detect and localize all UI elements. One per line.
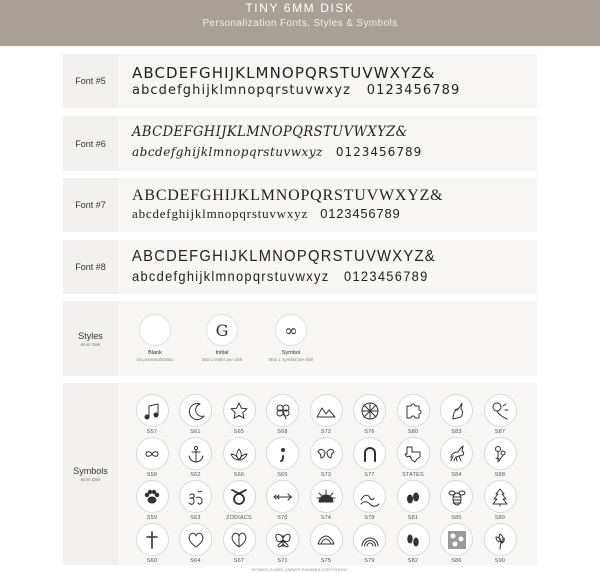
texas-state-icon bbox=[397, 437, 430, 470]
horseshoe-icon bbox=[353, 437, 386, 470]
styles-label bbox=[63, 301, 118, 376]
font-panel-7 bbox=[63, 178, 537, 232]
styles-sublabel: 6mm Disk bbox=[80, 341, 101, 347]
symbol-code: S73 bbox=[320, 472, 332, 478]
symbol-option[interactable] bbox=[396, 394, 430, 435]
symbol-code: S58 bbox=[146, 472, 158, 478]
symbol-code: S72 bbox=[320, 429, 332, 435]
symbols-panel bbox=[63, 383, 537, 565]
font-sample bbox=[118, 178, 537, 232]
symbol-option[interactable] bbox=[179, 480, 213, 521]
symbol-option[interactable] bbox=[309, 480, 343, 521]
font-panel-8 bbox=[63, 240, 537, 294]
style-desc: Max 1 letter per disk bbox=[201, 357, 243, 362]
font-sample-lowercase bbox=[132, 83, 460, 98]
symbol-option[interactable] bbox=[440, 523, 474, 564]
blank-disk bbox=[139, 314, 171, 346]
symbol-code: S86 bbox=[451, 558, 462, 564]
font-sample-digits: 0123456789 bbox=[366, 83, 461, 98]
symbol-code: S60 bbox=[146, 558, 158, 564]
symbols-title: Symbols bbox=[73, 466, 108, 476]
font-sample-lowercase-letters: abcdefghijklmnopqrstuvwxyz bbox=[132, 206, 309, 221]
page-header bbox=[0, 0, 600, 46]
symbol-code: S69 bbox=[277, 472, 288, 478]
lily-icon bbox=[484, 523, 517, 556]
symbol-code: S79 bbox=[364, 558, 375, 564]
symbol-option[interactable] bbox=[483, 437, 517, 478]
font-sample bbox=[118, 116, 537, 171]
dandelion-seeds-icon bbox=[484, 394, 517, 427]
symbol-code: S88 bbox=[494, 472, 506, 478]
style-desc: Max 1 symbol per disk bbox=[268, 357, 314, 362]
symbol-option[interactable] bbox=[266, 480, 300, 521]
rainbow-icon bbox=[353, 523, 386, 556]
symbol-option[interactable] bbox=[353, 480, 387, 521]
style-name: Blank bbox=[148, 350, 162, 356]
style-desc: No personalization bbox=[136, 357, 174, 362]
page-subtitle: Personalization Fonts, Styles & Symbols bbox=[202, 18, 398, 29]
symbol-option[interactable] bbox=[135, 394, 169, 435]
symbol-code: S89 bbox=[494, 515, 506, 521]
mountains-icon bbox=[310, 394, 343, 427]
symbol-code: S82 bbox=[407, 558, 419, 564]
baby-feet-icon bbox=[397, 480, 430, 513]
font-sample-uppercase: ABCDEFGHIJKLMNOPQRSTUVWXYZ& bbox=[132, 124, 408, 140]
font-sample-lowercase-letters: abcdefghijklmnopqrstuvwxyz bbox=[132, 83, 351, 98]
lotus-icon bbox=[223, 437, 256, 470]
star-icon bbox=[223, 394, 256, 427]
font-sample-uppercase: ABCDEFGHIJKLMNOPQRSTUVWXYZ& bbox=[132, 64, 436, 82]
wave-icon bbox=[353, 480, 386, 513]
symbol-option[interactable] bbox=[353, 523, 387, 564]
font-sample-uppercase: ABCDEFGHIJKLMNOPQRSTUVWXYZ& bbox=[132, 187, 444, 204]
font-panel-5 bbox=[63, 54, 537, 108]
sunrise-icon bbox=[310, 480, 343, 513]
style-name: Initial bbox=[215, 350, 229, 356]
unicorn-icon bbox=[440, 437, 473, 470]
font-label: Font #8 bbox=[75, 262, 106, 272]
symbol-code: S75 bbox=[320, 558, 332, 564]
infinity-icon bbox=[136, 437, 169, 470]
symbol-code: S87 bbox=[494, 429, 506, 435]
font-sample-lowercase-letters: abcdefghijklmnopqrstuvwxyz bbox=[132, 145, 323, 159]
feather-heart-icon bbox=[223, 523, 256, 556]
font-label: Font #6 bbox=[75, 138, 106, 149]
om-icon bbox=[179, 480, 212, 513]
symbol-code: S59 bbox=[146, 515, 158, 521]
styles-options bbox=[118, 301, 537, 376]
font-label: Font #5 bbox=[75, 76, 106, 86]
font-panel-6 bbox=[63, 116, 537, 171]
symbol-option[interactable] bbox=[483, 523, 517, 564]
taurus-icon bbox=[223, 480, 256, 513]
symbol-code: S70 bbox=[277, 515, 288, 521]
font-sample-lowercase-letters: abcdefghijklmnopqrstuvwxyz bbox=[132, 268, 330, 284]
style-name: Symbol bbox=[281, 350, 301, 356]
symbol-code: S63 bbox=[190, 515, 201, 521]
symbol-option[interactable] bbox=[353, 394, 387, 435]
symbol-code: S65 bbox=[233, 429, 245, 435]
symbol-code: S74 bbox=[320, 515, 332, 521]
crescent-moon-icon bbox=[179, 394, 212, 427]
symbol-code: S78 bbox=[364, 515, 375, 521]
symbol-code: S80 bbox=[407, 429, 419, 435]
font-sample-lowercase bbox=[132, 206, 401, 222]
symbol-option[interactable] bbox=[483, 394, 517, 435]
music-note-icon bbox=[136, 394, 169, 427]
symbol-option[interactable] bbox=[266, 523, 300, 564]
puzzle-piece-icon bbox=[397, 394, 430, 427]
symbol-option[interactable] bbox=[309, 437, 343, 478]
symbol-option[interactable] bbox=[222, 480, 256, 521]
font-sample-digits: 0123456789 bbox=[320, 206, 401, 221]
symbol-code: S61 bbox=[190, 429, 201, 435]
four-leaf-clover-icon bbox=[266, 394, 299, 427]
lotus-leaf-icon bbox=[310, 523, 343, 556]
semicolon-icon bbox=[266, 437, 299, 470]
footprints-icon bbox=[397, 523, 430, 556]
symbol-code: S62 bbox=[190, 472, 201, 478]
page-title: TINY 6MM DISK bbox=[245, 1, 355, 15]
anchor-icon bbox=[179, 437, 212, 470]
symbol-option[interactable] bbox=[396, 480, 430, 521]
font-sample-uppercase: ABCDEFGHIJKLMNOPQRSTUVWXYZ& bbox=[132, 248, 436, 265]
font-sample-digits: 0123456789 bbox=[335, 145, 423, 159]
font-sample-lowercase bbox=[132, 145, 422, 159]
symbol-code: S76 bbox=[364, 429, 375, 435]
floral-pattern-icon bbox=[440, 523, 473, 556]
symbol-code: ZODIACS bbox=[226, 515, 252, 521]
symbol-code: S64 bbox=[190, 558, 201, 564]
symbol-option[interactable] bbox=[135, 437, 169, 478]
font-sample bbox=[118, 54, 537, 108]
symbol-code: S71 bbox=[277, 558, 288, 564]
symbol-option[interactable] bbox=[179, 437, 213, 478]
symbol-code: S66 bbox=[233, 472, 245, 478]
copyright-notice: SYMBOLS ARE UNDER RAHMEA COPYRIGHT bbox=[251, 567, 349, 572]
symbol-option[interactable] bbox=[179, 523, 213, 564]
symbol-option[interactable] bbox=[309, 523, 343, 564]
symbol-option[interactable] bbox=[135, 523, 169, 564]
infinity-icon: ∞ bbox=[275, 314, 307, 346]
symbol-code: S85 bbox=[451, 515, 462, 521]
symbol-code: S90 bbox=[494, 558, 506, 564]
heart-icon bbox=[179, 523, 212, 556]
symbol-code: S83 bbox=[451, 429, 462, 435]
symbol-code: S67 bbox=[233, 558, 245, 564]
symbol-option[interactable] bbox=[135, 480, 169, 521]
symbol-code: S68 bbox=[277, 429, 288, 435]
symbol-option[interactable] bbox=[440, 437, 474, 478]
font-sample-digits: 0123456789 bbox=[344, 268, 429, 284]
font-sample-lowercase bbox=[132, 268, 429, 284]
font-sample bbox=[118, 240, 537, 294]
cross-icon bbox=[136, 523, 169, 556]
symbol-code: S77 bbox=[364, 472, 375, 478]
symbol-code: S84 bbox=[451, 472, 462, 478]
symbol-option[interactable] bbox=[440, 480, 474, 521]
symbol-option[interactable] bbox=[266, 437, 300, 478]
symbol-code: STATES bbox=[402, 472, 424, 478]
wings-icon bbox=[310, 437, 343, 470]
style-option-initial[interactable] bbox=[192, 314, 252, 362]
symbol-option[interactable] bbox=[396, 437, 430, 478]
font-label: Font #7 bbox=[75, 200, 106, 210]
symbol-option[interactable] bbox=[222, 394, 256, 435]
symbol-option[interactable] bbox=[483, 480, 517, 521]
symbols-grid bbox=[118, 383, 537, 565]
style-option-symbol[interactable] bbox=[261, 314, 321, 362]
symbol-option[interactable] bbox=[266, 394, 300, 435]
symbol-option[interactable] bbox=[440, 394, 474, 435]
bee-icon bbox=[440, 480, 473, 513]
initial-disk: G bbox=[206, 314, 238, 346]
symbols-label bbox=[63, 383, 118, 565]
symbol-option[interactable] bbox=[309, 394, 343, 435]
symbol-code: S57 bbox=[146, 429, 158, 435]
symbol-option[interactable] bbox=[222, 437, 256, 478]
symbol-option[interactable] bbox=[396, 523, 430, 564]
arrow-icon bbox=[266, 480, 299, 513]
wildflower-icon bbox=[484, 437, 517, 470]
dandelion-icon bbox=[353, 394, 386, 427]
paw-print-icon bbox=[136, 480, 169, 513]
symbol-option[interactable] bbox=[353, 437, 387, 478]
symbol-code: S81 bbox=[407, 515, 419, 521]
unicorn-head-icon bbox=[440, 394, 473, 427]
symbol-option[interactable] bbox=[222, 523, 256, 564]
style-option-blank[interactable] bbox=[125, 314, 185, 362]
pine-tree-icon bbox=[484, 480, 517, 513]
butterfly-icon bbox=[266, 523, 299, 556]
styles-panel bbox=[63, 301, 537, 376]
styles-title: Styles bbox=[78, 330, 103, 341]
symbols-sublabel: 6mm Disk bbox=[80, 477, 101, 482]
symbol-option[interactable] bbox=[179, 394, 213, 435]
